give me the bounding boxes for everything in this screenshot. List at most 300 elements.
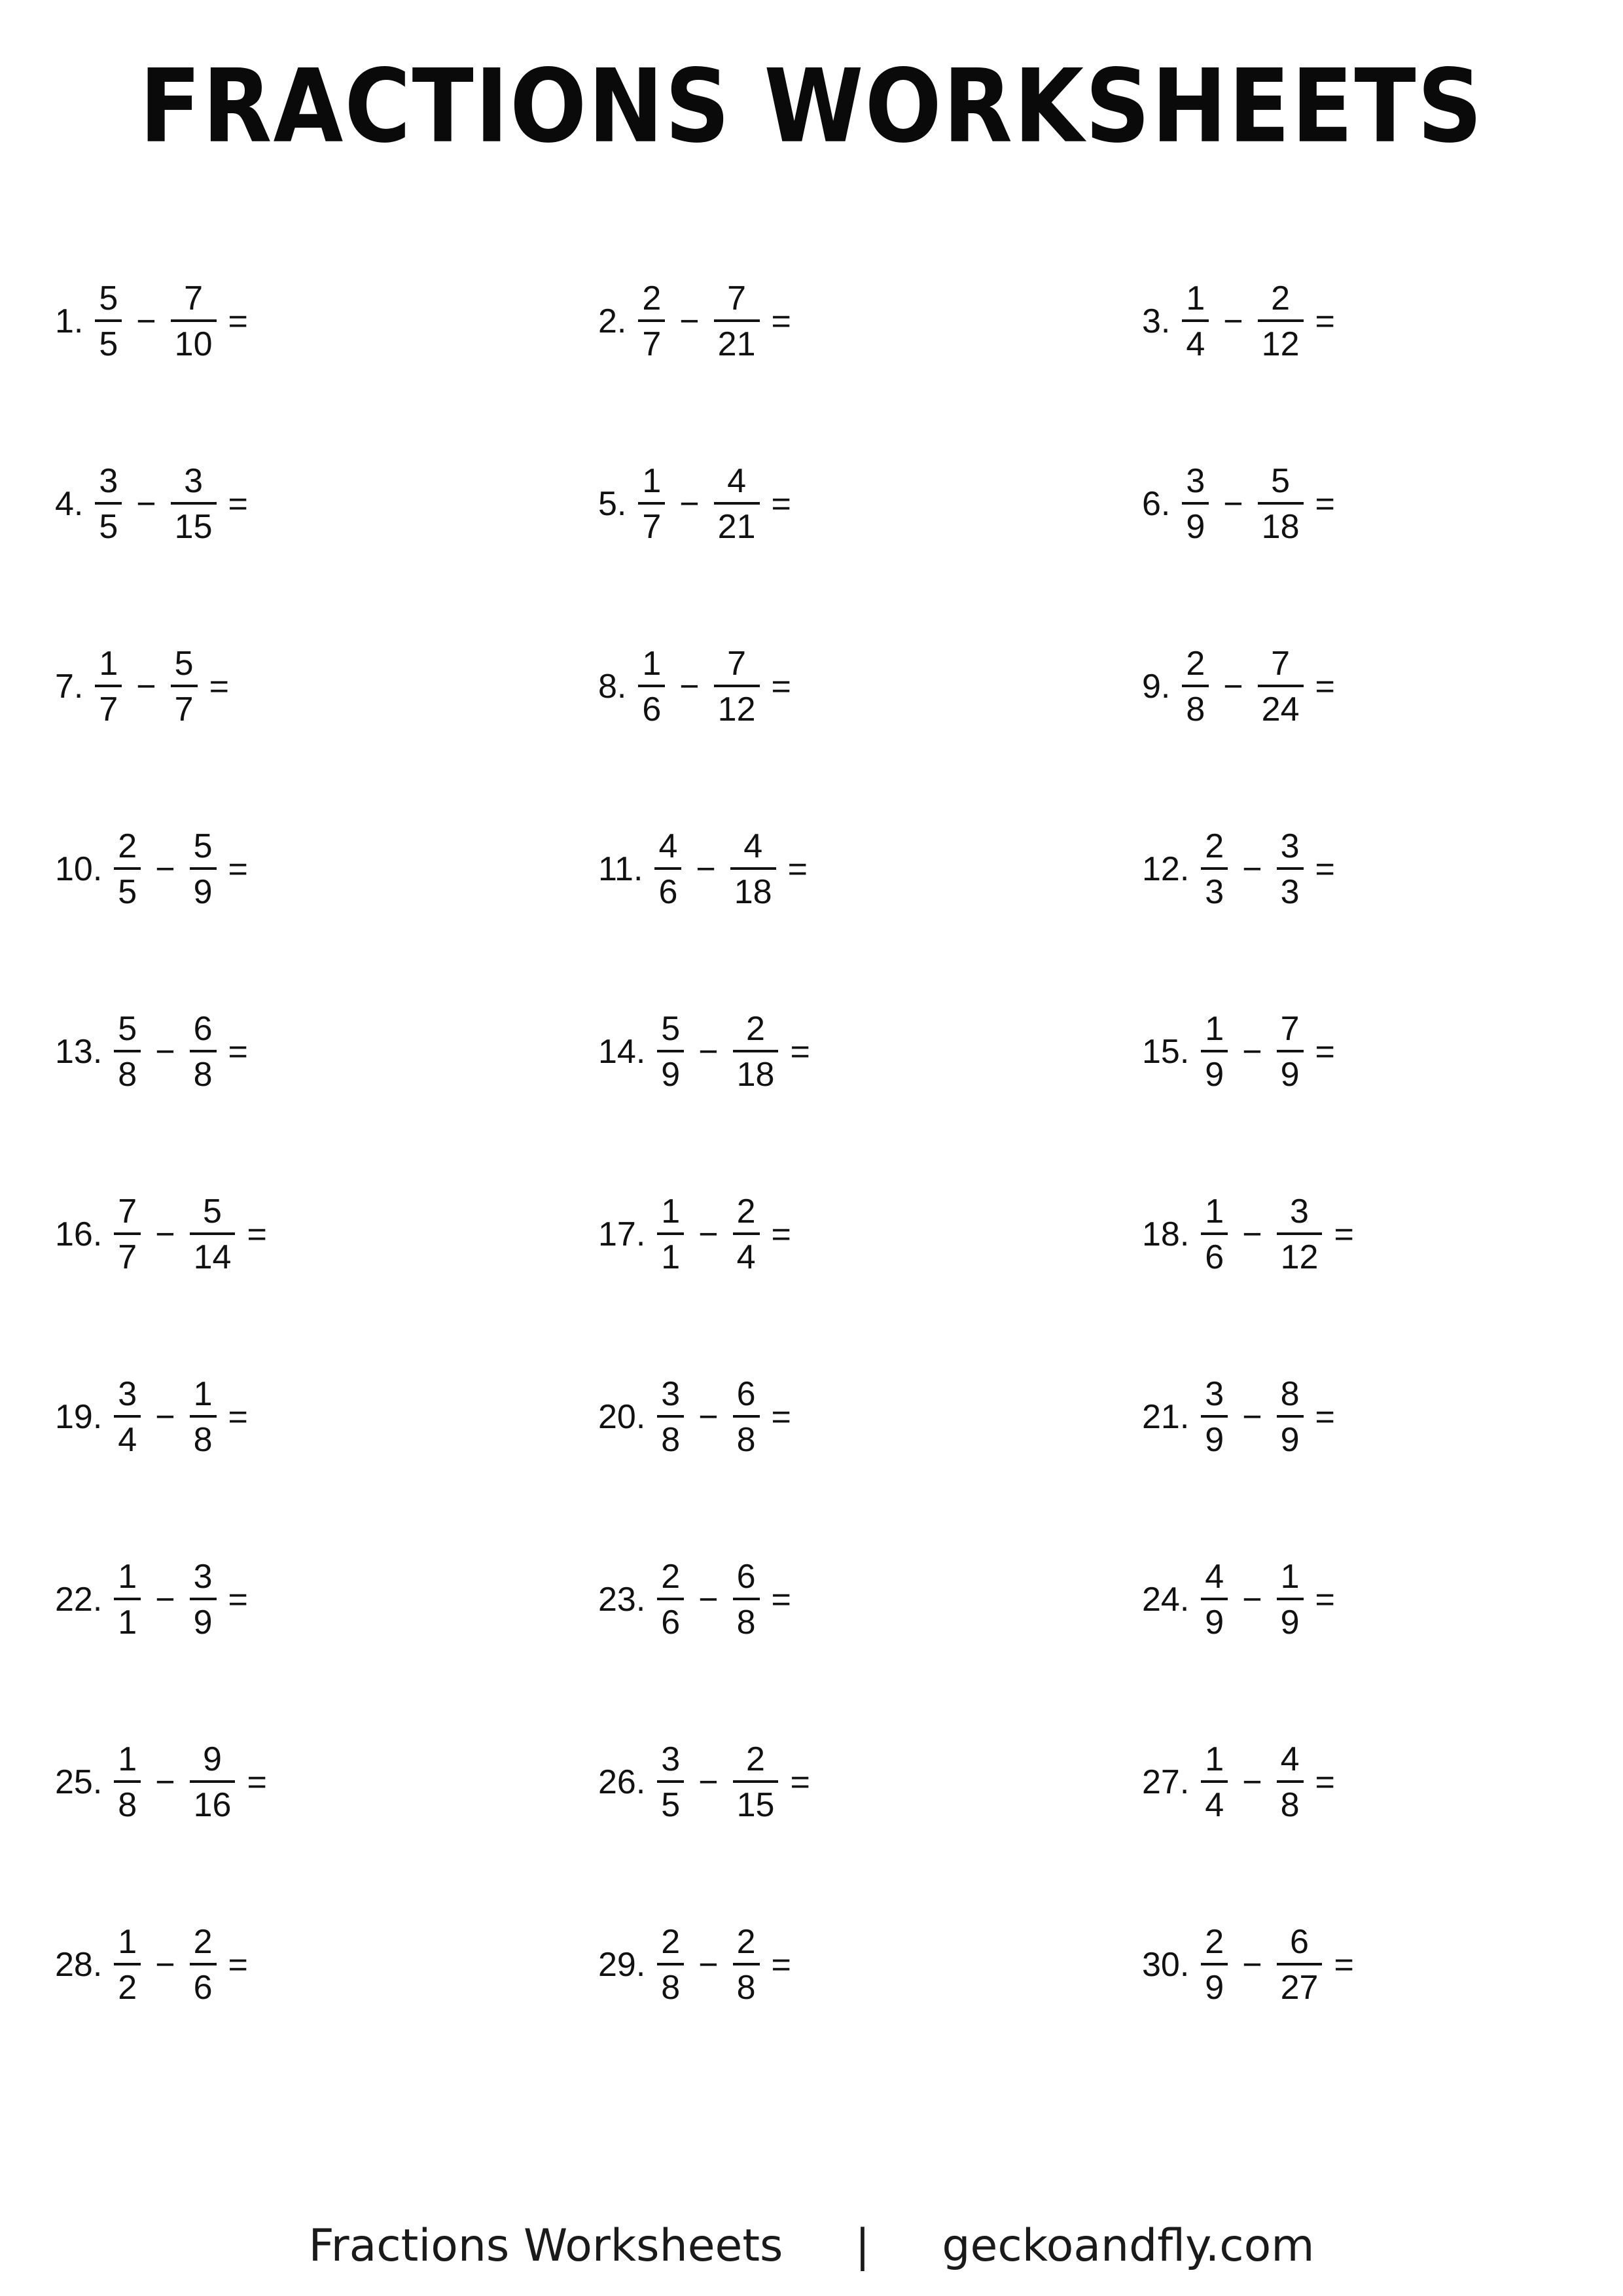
minus-sign: − bbox=[698, 1215, 719, 1253]
minus-sign: − bbox=[155, 1581, 175, 1619]
fraction-second bbox=[714, 281, 760, 361]
equals-sign: = bbox=[771, 1398, 791, 1436]
problem-item bbox=[598, 1560, 791, 1640]
fraction-first bbox=[114, 1742, 141, 1822]
minus-sign: − bbox=[698, 1581, 719, 1619]
denominator: 9 bbox=[1186, 508, 1205, 546]
fraction-second bbox=[1277, 1377, 1304, 1457]
minus-sign: − bbox=[679, 668, 700, 706]
numerator: 2 bbox=[118, 827, 137, 865]
denominator: 4 bbox=[118, 1421, 137, 1459]
equals-sign: = bbox=[771, 302, 791, 340]
fraction-first bbox=[114, 829, 141, 909]
numerator: 7 bbox=[727, 279, 747, 317]
equals-sign: = bbox=[1334, 1215, 1354, 1253]
problem-number: 28. bbox=[55, 1946, 103, 1984]
denominator: 14 bbox=[193, 1238, 232, 1276]
denominator: 8 bbox=[118, 1056, 137, 1094]
problem-item bbox=[1142, 647, 1335, 726]
problem-item bbox=[1142, 464, 1335, 544]
numerator: 5 bbox=[661, 1010, 681, 1048]
minus-sign: − bbox=[1242, 1398, 1262, 1436]
denominator: 8 bbox=[193, 1421, 213, 1459]
denominator: 4 bbox=[1205, 1786, 1224, 1824]
minus-sign: − bbox=[1242, 1763, 1262, 1801]
numerator: 7 bbox=[1280, 1010, 1300, 1048]
denominator: 8 bbox=[736, 1969, 756, 2007]
fraction-second bbox=[730, 829, 776, 909]
fraction-first bbox=[1201, 1377, 1228, 1457]
equals-sign: = bbox=[228, 485, 248, 523]
numerator: 3 bbox=[184, 462, 204, 500]
equals-sign: = bbox=[771, 485, 791, 523]
fraction-first bbox=[114, 1012, 141, 1092]
fraction-second bbox=[1277, 829, 1304, 909]
numerator: 4 bbox=[727, 462, 747, 500]
numerator: 6 bbox=[736, 1558, 756, 1596]
denominator: 7 bbox=[642, 508, 662, 546]
numerator: 4 bbox=[1280, 1740, 1300, 1778]
fraction-second bbox=[190, 1560, 217, 1640]
fraction-first bbox=[95, 281, 122, 361]
numerator: 8 bbox=[1280, 1375, 1300, 1413]
equals-sign: = bbox=[1315, 850, 1335, 888]
fraction-first bbox=[114, 1560, 141, 1640]
equals-sign: = bbox=[1315, 485, 1335, 523]
problem-number: 24. bbox=[1142, 1581, 1190, 1619]
minus-sign: − bbox=[136, 302, 156, 340]
denominator: 9 bbox=[1205, 1604, 1224, 1641]
problem-number: 11. bbox=[598, 850, 643, 888]
numerator: 7 bbox=[118, 1193, 137, 1230]
denominator: 6 bbox=[1205, 1238, 1224, 1276]
denominator: 12 bbox=[717, 691, 756, 728]
problem-number: 7. bbox=[55, 668, 84, 706]
problem-number: 27. bbox=[1142, 1763, 1190, 1801]
fraction-second bbox=[190, 1194, 236, 1274]
equals-sign: = bbox=[247, 1215, 267, 1253]
denominator: 16 bbox=[193, 1786, 232, 1824]
fraction-second bbox=[714, 647, 760, 726]
denominator: 12 bbox=[1261, 325, 1300, 363]
problem-number: 29. bbox=[598, 1946, 646, 1984]
fraction-first bbox=[638, 281, 665, 361]
fraction-first bbox=[95, 464, 122, 544]
denominator: 4 bbox=[736, 1238, 756, 1276]
fraction-second bbox=[733, 1560, 760, 1640]
denominator: 12 bbox=[1280, 1238, 1319, 1276]
numerator: 2 bbox=[736, 1923, 756, 1961]
problem-item bbox=[55, 464, 248, 544]
footer-title: Fractions Worksheets bbox=[308, 2220, 783, 2272]
numerator: 3 bbox=[118, 1375, 137, 1413]
problem-item bbox=[598, 1194, 791, 1274]
problem-item bbox=[598, 281, 791, 361]
denominator: 9 bbox=[661, 1056, 681, 1094]
numerator: 5 bbox=[193, 827, 213, 865]
fraction-second bbox=[1258, 647, 1304, 726]
denominator: 7 bbox=[174, 691, 194, 728]
numerator: 6 bbox=[193, 1010, 213, 1048]
denominator: 15 bbox=[736, 1786, 775, 1824]
equals-sign: = bbox=[787, 850, 808, 888]
numerator: 5 bbox=[203, 1193, 222, 1230]
numerator: 3 bbox=[1290, 1193, 1309, 1230]
equals-sign: = bbox=[209, 668, 229, 706]
denominator: 27 bbox=[1280, 1969, 1319, 2007]
numerator: 3 bbox=[193, 1558, 213, 1596]
numerator: 3 bbox=[1280, 827, 1300, 865]
fraction-first bbox=[1201, 1012, 1228, 1092]
fraction-first bbox=[657, 1194, 684, 1274]
minus-sign: − bbox=[155, 850, 175, 888]
equals-sign: = bbox=[771, 1946, 791, 1984]
problem-number: 8. bbox=[598, 668, 627, 706]
equals-sign: = bbox=[247, 1763, 267, 1801]
problem-item bbox=[55, 1560, 248, 1640]
denominator: 9 bbox=[193, 873, 213, 911]
problem-item bbox=[55, 1742, 267, 1822]
equals-sign: = bbox=[1315, 1581, 1335, 1619]
numerator: 1 bbox=[1186, 279, 1205, 317]
denominator: 15 bbox=[174, 508, 213, 546]
minus-sign: − bbox=[679, 485, 700, 523]
equals-sign: = bbox=[790, 1033, 810, 1071]
fraction-first bbox=[114, 1925, 141, 2005]
numerator: 1 bbox=[118, 1740, 137, 1778]
fraction-second bbox=[190, 1377, 217, 1457]
fraction-second bbox=[733, 1377, 760, 1457]
problem-number: 18. bbox=[1142, 1215, 1190, 1253]
fraction-first bbox=[114, 1194, 141, 1274]
numerator: 9 bbox=[203, 1740, 222, 1778]
numerator: 2 bbox=[642, 279, 662, 317]
fraction-second bbox=[190, 1925, 217, 2005]
denominator: 6 bbox=[661, 1604, 681, 1641]
problem-number: 5. bbox=[598, 485, 627, 523]
problem-number: 21. bbox=[1142, 1398, 1190, 1436]
fraction-second bbox=[1277, 1925, 1323, 2005]
numerator: 1 bbox=[642, 645, 662, 683]
equals-sign: = bbox=[1315, 1398, 1335, 1436]
denominator: 8 bbox=[736, 1421, 756, 1459]
problem-number: 17. bbox=[598, 1215, 646, 1253]
problem-item bbox=[1142, 829, 1335, 909]
minus-sign: − bbox=[679, 302, 700, 340]
problem-item bbox=[1142, 1925, 1354, 2005]
numerator: 1 bbox=[1205, 1193, 1224, 1230]
numerator: 3 bbox=[1205, 1375, 1224, 1413]
numerator: 5 bbox=[174, 645, 194, 683]
fraction-first bbox=[1201, 1925, 1228, 2005]
fraction-first bbox=[638, 647, 665, 726]
footer-site: geckoandfly.com bbox=[942, 2220, 1315, 2272]
denominator: 9 bbox=[1280, 1604, 1300, 1641]
problem-item bbox=[55, 1925, 248, 2005]
numerator: 2 bbox=[661, 1558, 681, 1596]
fraction-second bbox=[733, 1925, 760, 2005]
equals-sign: = bbox=[1315, 668, 1335, 706]
denominator: 9 bbox=[1280, 1421, 1300, 1459]
fraction-second bbox=[171, 647, 198, 726]
problem-item bbox=[1142, 1742, 1335, 1822]
numerator: 1 bbox=[118, 1923, 137, 1961]
numerator: 7 bbox=[727, 645, 747, 683]
minus-sign: − bbox=[696, 850, 716, 888]
minus-sign: − bbox=[1223, 302, 1243, 340]
equals-sign: = bbox=[771, 668, 791, 706]
problem-number: 16. bbox=[55, 1215, 103, 1253]
minus-sign: − bbox=[136, 668, 156, 706]
problem-number: 10. bbox=[55, 850, 103, 888]
denominator: 6 bbox=[658, 873, 678, 911]
problem-number: 19. bbox=[55, 1398, 103, 1436]
minus-sign: − bbox=[1242, 1946, 1262, 1984]
equals-sign: = bbox=[228, 302, 248, 340]
denominator: 3 bbox=[1280, 873, 1300, 911]
denominator: 18 bbox=[734, 873, 772, 911]
denominator: 9 bbox=[1280, 1056, 1300, 1094]
numerator: 1 bbox=[99, 645, 118, 683]
numerator: 4 bbox=[658, 827, 678, 865]
numerator: 5 bbox=[118, 1010, 137, 1048]
problem-item bbox=[1142, 1012, 1335, 1092]
denominator: 8 bbox=[118, 1786, 137, 1824]
problem-number: 1. bbox=[55, 302, 84, 340]
problem-number: 12. bbox=[1142, 850, 1190, 888]
minus-sign: − bbox=[155, 1398, 175, 1436]
problem-number: 23. bbox=[598, 1581, 646, 1619]
denominator: 1 bbox=[118, 1604, 137, 1641]
numerator: 2 bbox=[746, 1010, 765, 1048]
denominator: 9 bbox=[1205, 1056, 1224, 1094]
denominator: 1 bbox=[661, 1238, 681, 1276]
fraction-first bbox=[1182, 281, 1209, 361]
denominator: 5 bbox=[99, 325, 118, 363]
problem-item bbox=[598, 464, 791, 544]
denominator: 9 bbox=[193, 1604, 213, 1641]
fraction-first bbox=[657, 1560, 684, 1640]
fraction-second bbox=[171, 281, 217, 361]
denominator: 8 bbox=[1280, 1786, 1300, 1824]
fraction-second bbox=[1277, 1742, 1304, 1822]
fraction-first bbox=[1182, 464, 1209, 544]
equals-sign: = bbox=[228, 1581, 248, 1619]
fraction-first bbox=[657, 1742, 684, 1822]
denominator: 6 bbox=[642, 691, 662, 728]
problem-item bbox=[598, 1925, 791, 2005]
fraction-second bbox=[733, 1012, 779, 1092]
problem-item bbox=[55, 1012, 248, 1092]
problem-item bbox=[1142, 1377, 1335, 1457]
fraction-second bbox=[1258, 281, 1304, 361]
fraction-second bbox=[1277, 1560, 1304, 1640]
fraction-first bbox=[1201, 1742, 1228, 1822]
denominator: 2 bbox=[118, 1969, 137, 2007]
problem-item bbox=[55, 1194, 267, 1274]
fraction-second bbox=[1277, 1194, 1323, 1274]
fraction-first bbox=[1182, 647, 1209, 726]
footer bbox=[0, 2220, 1623, 2272]
numerator: 3 bbox=[1186, 462, 1205, 500]
problem-number: 25. bbox=[55, 1763, 103, 1801]
fraction-first bbox=[657, 1377, 684, 1457]
equals-sign: = bbox=[228, 1398, 248, 1436]
numerator: 2 bbox=[1205, 827, 1224, 865]
problem-number: 13. bbox=[55, 1033, 103, 1071]
denominator: 18 bbox=[736, 1056, 775, 1094]
problem-number: 9. bbox=[1142, 668, 1171, 706]
minus-sign: − bbox=[698, 1946, 719, 1984]
numerator: 4 bbox=[743, 827, 763, 865]
problem-item bbox=[598, 647, 791, 726]
equals-sign: = bbox=[1315, 1763, 1335, 1801]
problem-item bbox=[598, 1012, 810, 1092]
problem-item bbox=[55, 647, 229, 726]
denominator: 8 bbox=[1186, 691, 1205, 728]
minus-sign: − bbox=[1242, 850, 1262, 888]
equals-sign: = bbox=[790, 1763, 810, 1801]
fraction-first bbox=[654, 829, 681, 909]
denominator: 7 bbox=[99, 691, 118, 728]
numerator: 1 bbox=[193, 1375, 213, 1413]
problem-number: 26. bbox=[598, 1763, 646, 1801]
fraction-second bbox=[714, 464, 760, 544]
worksheet-title: FRACTIONS WORKSHEETS bbox=[139, 47, 1484, 166]
numerator: 1 bbox=[1205, 1740, 1224, 1778]
denominator: 4 bbox=[1186, 325, 1205, 363]
fraction-first bbox=[657, 1012, 684, 1092]
minus-sign: − bbox=[698, 1033, 719, 1071]
denominator: 7 bbox=[118, 1238, 137, 1276]
denominator: 9 bbox=[1205, 1421, 1224, 1459]
fraction-first bbox=[95, 647, 122, 726]
minus-sign: − bbox=[155, 1033, 175, 1071]
problem-number: 22. bbox=[55, 1581, 103, 1619]
fraction-second bbox=[190, 829, 217, 909]
fraction-second bbox=[190, 1012, 217, 1092]
denominator: 18 bbox=[1261, 508, 1300, 546]
problem-item bbox=[1142, 1560, 1335, 1640]
equals-sign: = bbox=[771, 1215, 791, 1253]
problem-number: 15. bbox=[1142, 1033, 1190, 1071]
fraction-first bbox=[1201, 1560, 1228, 1640]
denominator: 3 bbox=[1205, 873, 1224, 911]
fraction-first bbox=[114, 1377, 141, 1457]
denominator: 8 bbox=[661, 1969, 681, 2007]
minus-sign: − bbox=[1242, 1033, 1262, 1071]
numerator: 3 bbox=[661, 1375, 681, 1413]
numerator: 5 bbox=[1271, 462, 1291, 500]
numerator: 5 bbox=[99, 279, 118, 317]
numerator: 1 bbox=[661, 1193, 681, 1230]
denominator: 9 bbox=[1205, 1969, 1224, 2007]
problem-number: 20. bbox=[598, 1398, 646, 1436]
numerator: 1 bbox=[118, 1558, 137, 1596]
fraction-second bbox=[1277, 1012, 1304, 1092]
minus-sign: − bbox=[1242, 1215, 1262, 1253]
equals-sign: = bbox=[1315, 1033, 1335, 1071]
denominator: 21 bbox=[717, 325, 756, 363]
problem-item bbox=[1142, 1194, 1354, 1274]
fraction-first bbox=[638, 464, 665, 544]
fraction-first bbox=[1201, 1194, 1228, 1274]
numerator: 7 bbox=[184, 279, 204, 317]
numerator: 2 bbox=[661, 1923, 681, 1961]
minus-sign: − bbox=[1242, 1581, 1262, 1619]
denominator: 6 bbox=[193, 1969, 213, 2007]
fraction-second bbox=[190, 1742, 236, 1822]
denominator: 5 bbox=[99, 508, 118, 546]
problem-number: 6. bbox=[1142, 485, 1171, 523]
numerator: 2 bbox=[1186, 645, 1205, 683]
denominator: 8 bbox=[661, 1421, 681, 1459]
problem-item bbox=[598, 829, 808, 909]
denominator: 8 bbox=[736, 1604, 756, 1641]
minus-sign: − bbox=[698, 1398, 719, 1436]
minus-sign: − bbox=[155, 1763, 175, 1801]
problem-item bbox=[55, 829, 248, 909]
problem-item bbox=[598, 1742, 810, 1822]
problem-number: 3. bbox=[1142, 302, 1171, 340]
minus-sign: − bbox=[136, 485, 156, 523]
equals-sign: = bbox=[228, 850, 248, 888]
numerator: 2 bbox=[746, 1740, 765, 1778]
equals-sign: = bbox=[228, 1033, 248, 1071]
fraction-second bbox=[733, 1742, 779, 1822]
fraction-first bbox=[1201, 829, 1228, 909]
fraction-first bbox=[657, 1925, 684, 2005]
equals-sign: = bbox=[771, 1581, 791, 1619]
minus-sign: − bbox=[155, 1946, 175, 1984]
problem-item bbox=[1142, 281, 1335, 361]
numerator: 4 bbox=[1205, 1558, 1224, 1596]
fraction-second bbox=[733, 1194, 760, 1274]
problem-number: 4. bbox=[55, 485, 84, 523]
footer-separator: | bbox=[855, 2220, 870, 2272]
numerator: 2 bbox=[193, 1923, 213, 1961]
equals-sign: = bbox=[228, 1946, 248, 1984]
problem-number: 2. bbox=[598, 302, 627, 340]
numerator: 3 bbox=[661, 1740, 681, 1778]
equals-sign: = bbox=[1315, 302, 1335, 340]
numerator: 1 bbox=[1205, 1010, 1224, 1048]
problem-item bbox=[55, 1377, 248, 1457]
minus-sign: − bbox=[698, 1763, 719, 1801]
problem-item bbox=[55, 281, 248, 361]
numerator: 1 bbox=[642, 462, 662, 500]
minus-sign: − bbox=[155, 1215, 175, 1253]
numerator: 2 bbox=[1205, 1923, 1224, 1961]
minus-sign: − bbox=[1223, 485, 1243, 523]
problem-item bbox=[598, 1377, 791, 1457]
denominator: 10 bbox=[174, 325, 213, 363]
numerator: 3 bbox=[99, 462, 118, 500]
denominator: 5 bbox=[661, 1786, 681, 1824]
fraction-second bbox=[1258, 464, 1304, 544]
denominator: 5 bbox=[118, 873, 137, 911]
denominator: 7 bbox=[642, 325, 662, 363]
numerator: 1 bbox=[1280, 1558, 1300, 1596]
numerator: 6 bbox=[1290, 1923, 1309, 1961]
fraction-second bbox=[171, 464, 217, 544]
denominator: 21 bbox=[717, 508, 756, 546]
denominator: 24 bbox=[1261, 691, 1300, 728]
problem-number: 30. bbox=[1142, 1946, 1190, 1984]
numerator: 2 bbox=[736, 1193, 756, 1230]
equals-sign: = bbox=[1334, 1946, 1354, 1984]
numerator: 7 bbox=[1271, 645, 1291, 683]
